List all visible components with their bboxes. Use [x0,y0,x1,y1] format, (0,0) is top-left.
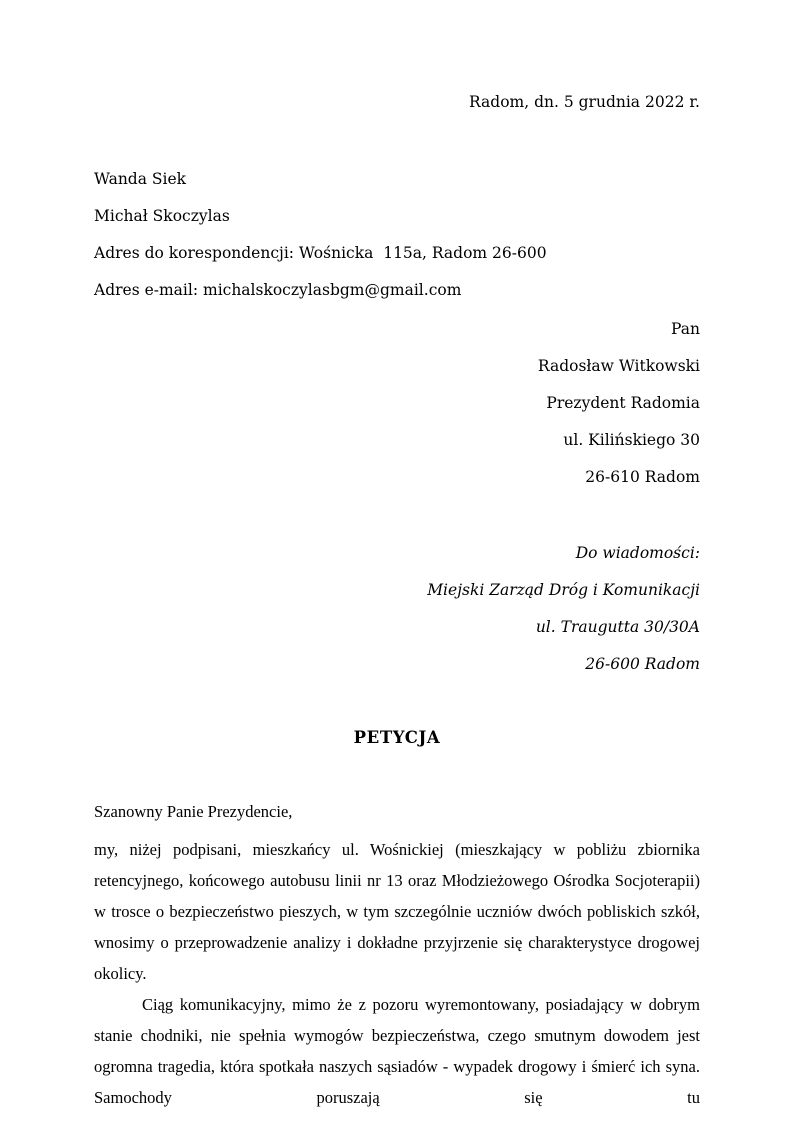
petition-title: PETYCJA [353,728,441,747]
cc-street: ul. Traugutta 30/30A [535,618,700,636]
cc-heading: Do wiadomości: [575,544,700,562]
recipient-block [94,311,700,496]
recipient-honorific: Pan [671,320,700,338]
recipient-street: ul. Kilińskiego 30 [563,431,700,449]
salutation: Szanowny Panie Prezydencie, [94,802,293,821]
cc-organization: Miejski Zarząd Dróg i Komunikacji [427,581,700,599]
sender-email-address: Adres e-mail: michalskoczylasbgm@gmail.com [94,281,462,299]
sender-name-2: Michał Skoczylas [94,207,230,225]
recipient-city: 26-610 Radom [585,468,700,486]
body-paragraph-2: Ciąg komunikacyjny, mimo że z pozoru wyremontowany, posiadający w dobrym stanie chodniki, nie spełnia wymogów bezpieczeństwa, czego smutnym dowodem jest ogromna tragedia, która spotkała naszych sąsiadów - wypadek drogowy i śmierć ich syna. Samochody poruszają się tu [94,995,700,1107]
sender-block [94,161,700,309]
sender-name-1: Wanda Siek [94,170,187,188]
recipient-name: Radosław Witkowski [537,357,700,375]
recipient-role: Prezydent Radomia [546,394,700,412]
cc-block [94,535,700,683]
sender-postal-address: Adres do korespondencji: Wośnicka 115a, Radom 26-600 [94,244,547,262]
body-paragraph-1: my, niżej podpisani, mieszkańcy ul. Wośnickiej (mieszkający w pobliżu zbiornika retencyjnego, końcowego autobusu linii nr 13 oraz Młodzieżowego Ośrodka Socjoterapii) w trosce o bezpieczeństwo pieszych, w tym szczególnie uczniów dwóch pobliskich szkół, wnosimy o przeprowadzenie analizy i dokładne przyjrzenie się charakterystyce drogowej okolicy. [94,840,700,983]
cc-city: 26-600 Radom [585,655,700,673]
date-line: Radom, dn. 5 grudnia 2022 r. [469,93,700,111]
